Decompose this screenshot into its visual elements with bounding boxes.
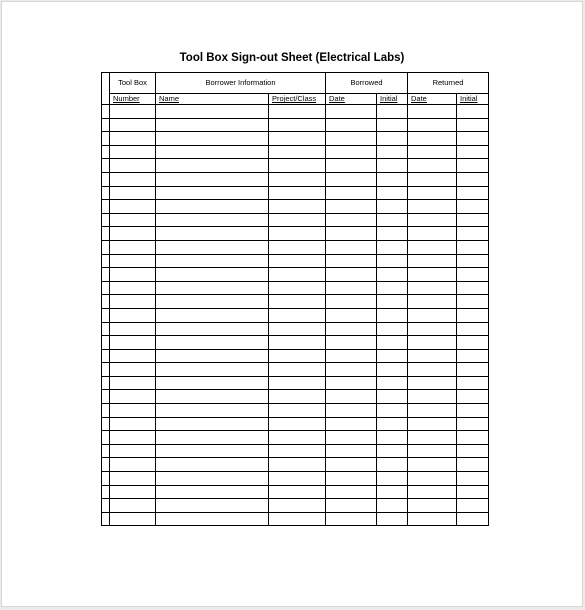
- cell-borrowed-initial: [377, 295, 408, 309]
- cell-name: [156, 281, 269, 295]
- subheader-borrowed-initial: Initial: [377, 94, 408, 105]
- cell-number: [110, 268, 156, 282]
- cell-returned-date: [408, 417, 457, 431]
- cell-number: [110, 159, 156, 173]
- subheader-name: Name: [156, 94, 269, 105]
- cell-number: [110, 472, 156, 486]
- cell-borrowed-initial: [377, 240, 408, 254]
- cell-returned-date: [408, 186, 457, 200]
- cell-project-class: [269, 200, 326, 214]
- cell-margin: [102, 322, 110, 336]
- cell-returned-initial: [457, 308, 489, 322]
- cell-borrowed-initial: [377, 485, 408, 499]
- cell-margin: [102, 390, 110, 404]
- cell-borrowed-date: [326, 159, 377, 173]
- cell-borrowed-date: [326, 308, 377, 322]
- cell-borrowed-initial: [377, 281, 408, 295]
- cell-margin: [102, 472, 110, 486]
- cell-project-class: [269, 213, 326, 227]
- subheader-returned-initial: Initial: [457, 94, 489, 105]
- cell-project-class: [269, 322, 326, 336]
- cell-margin: [102, 336, 110, 350]
- table-row: [102, 431, 489, 445]
- cell-borrowed-date: [326, 349, 377, 363]
- cell-borrowed-initial: [377, 159, 408, 173]
- cell-margin: [102, 512, 110, 526]
- cell-borrowed-date: [326, 376, 377, 390]
- cell-returned-date: [408, 308, 457, 322]
- cell-borrowed-initial: [377, 444, 408, 458]
- header-borrowed: Borrowed: [326, 73, 408, 94]
- sheet-title: Tool Box Sign-out Sheet (Electrical Labs): [179, 52, 405, 64]
- cell-borrowed-date: [326, 186, 377, 200]
- subheader-returned-date: Date: [408, 94, 457, 105]
- cell-returned-initial: [457, 186, 489, 200]
- cell-returned-date: [408, 132, 457, 146]
- cell-name: [156, 349, 269, 363]
- cell-name: [156, 213, 269, 227]
- table-row: [102, 118, 489, 132]
- cell-returned-date: [408, 349, 457, 363]
- cell-number: [110, 349, 156, 363]
- cell-returned-initial: [457, 485, 489, 499]
- cell-number: [110, 308, 156, 322]
- cell-returned-initial: [457, 254, 489, 268]
- margin-cell: [102, 73, 110, 105]
- cell-borrowed-initial: [377, 431, 408, 445]
- cell-borrowed-date: [326, 458, 377, 472]
- cell-number: [110, 213, 156, 227]
- cell-returned-date: [408, 281, 457, 295]
- cell-returned-initial: [457, 472, 489, 486]
- cell-borrowed-date: [326, 512, 377, 526]
- table-row: [102, 390, 489, 404]
- cell-project-class: [269, 268, 326, 282]
- cell-project-class: [269, 159, 326, 173]
- cell-name: [156, 254, 269, 268]
- cell-margin: [102, 240, 110, 254]
- cell-name: [156, 444, 269, 458]
- cell-borrowed-date: [326, 281, 377, 295]
- cell-returned-initial: [457, 200, 489, 214]
- cell-returned-initial: [457, 295, 489, 309]
- cell-name: [156, 390, 269, 404]
- cell-name: [156, 472, 269, 486]
- cell-project-class: [269, 118, 326, 132]
- cell-number: [110, 390, 156, 404]
- cell-returned-initial: [457, 145, 489, 159]
- cell-project-class: [269, 431, 326, 445]
- cell-returned-initial: [457, 431, 489, 445]
- cell-number: [110, 512, 156, 526]
- cell-returned-initial: [457, 363, 489, 377]
- cell-returned-initial: [457, 458, 489, 472]
- cell-project-class: [269, 376, 326, 390]
- cell-name: [156, 322, 269, 336]
- cell-borrowed-date: [326, 485, 377, 499]
- cell-margin: [102, 254, 110, 268]
- cell-number: [110, 431, 156, 445]
- cell-returned-initial: [457, 132, 489, 146]
- cell-project-class: [269, 240, 326, 254]
- cell-project-class: [269, 417, 326, 431]
- sub-header-row: [102, 94, 489, 105]
- header-returned: Returned: [408, 73, 489, 94]
- cell-name: [156, 172, 269, 186]
- cell-returned-date: [408, 404, 457, 418]
- table-row: [102, 404, 489, 418]
- cell-borrowed-date: [326, 213, 377, 227]
- table-row: [102, 322, 489, 336]
- cell-project-class: [269, 363, 326, 377]
- table-row: [102, 485, 489, 499]
- cell-project-class: [269, 390, 326, 404]
- cell-borrowed-initial: [377, 172, 408, 186]
- table-row: [102, 186, 489, 200]
- cell-borrowed-date: [326, 227, 377, 241]
- cell-name: [156, 295, 269, 309]
- cell-borrowed-initial: [377, 499, 408, 513]
- table-row: [102, 227, 489, 241]
- cell-margin: [102, 376, 110, 390]
- cell-returned-initial: [457, 404, 489, 418]
- cell-project-class: [269, 308, 326, 322]
- table-row: [102, 417, 489, 431]
- cell-returned-initial: [457, 213, 489, 227]
- table-row: [102, 281, 489, 295]
- cell-number: [110, 336, 156, 350]
- cell-returned-initial: [457, 390, 489, 404]
- cell-number: [110, 105, 156, 119]
- cell-project-class: [269, 145, 326, 159]
- cell-name: [156, 458, 269, 472]
- cell-margin: [102, 172, 110, 186]
- cell-returned-initial: [457, 336, 489, 350]
- cell-name: [156, 376, 269, 390]
- cell-returned-initial: [457, 444, 489, 458]
- cell-project-class: [269, 336, 326, 350]
- cell-returned-date: [408, 512, 457, 526]
- cell-borrowed-date: [326, 118, 377, 132]
- cell-project-class: [269, 458, 326, 472]
- cell-margin: [102, 281, 110, 295]
- cell-margin: [102, 444, 110, 458]
- cell-project-class: [269, 349, 326, 363]
- cell-number: [110, 295, 156, 309]
- cell-returned-date: [408, 254, 457, 268]
- cell-borrowed-date: [326, 390, 377, 404]
- table-row: [102, 254, 489, 268]
- cell-margin: [102, 431, 110, 445]
- cell-number: [110, 118, 156, 132]
- cell-project-class: [269, 105, 326, 119]
- table-row: [102, 240, 489, 254]
- table-row: [102, 159, 489, 173]
- cell-borrowed-initial: [377, 186, 408, 200]
- cell-returned-initial: [457, 172, 489, 186]
- cell-number: [110, 281, 156, 295]
- cell-borrowed-date: [326, 254, 377, 268]
- cell-project-class: [269, 499, 326, 513]
- cell-returned-date: [408, 227, 457, 241]
- cell-borrowed-date: [326, 295, 377, 309]
- cell-borrowed-initial: [377, 308, 408, 322]
- table-row: [102, 512, 489, 526]
- cell-borrowed-date: [326, 431, 377, 445]
- cell-borrowed-initial: [377, 132, 408, 146]
- cell-margin: [102, 213, 110, 227]
- cell-returned-initial: [457, 322, 489, 336]
- table-row: [102, 336, 489, 350]
- cell-returned-initial: [457, 268, 489, 282]
- table-row: [102, 349, 489, 363]
- group-header-row: [102, 73, 489, 94]
- cell-borrowed-date: [326, 145, 377, 159]
- cell-returned-initial: [457, 159, 489, 173]
- cell-borrowed-date: [326, 404, 377, 418]
- cell-number: [110, 145, 156, 159]
- table-row: [102, 499, 489, 513]
- cell-project-class: [269, 186, 326, 200]
- table-row: [102, 213, 489, 227]
- header-borrower-information: Borrower Information: [156, 73, 326, 94]
- cell-borrowed-initial: [377, 417, 408, 431]
- table-row: [102, 458, 489, 472]
- cell-name: [156, 431, 269, 445]
- cell-returned-date: [408, 145, 457, 159]
- cell-returned-date: [408, 485, 457, 499]
- cell-borrowed-date: [326, 105, 377, 119]
- cell-returned-initial: [457, 376, 489, 390]
- cell-margin: [102, 485, 110, 499]
- cell-name: [156, 200, 269, 214]
- cell-margin: [102, 404, 110, 418]
- cell-returned-initial: [457, 105, 489, 119]
- cell-name: [156, 336, 269, 350]
- cell-returned-date: [408, 472, 457, 486]
- cell-project-class: [269, 512, 326, 526]
- cell-returned-date: [408, 159, 457, 173]
- cell-number: [110, 172, 156, 186]
- cell-margin: [102, 363, 110, 377]
- cell-name: [156, 308, 269, 322]
- table-row: [102, 132, 489, 146]
- cell-borrowed-date: [326, 336, 377, 350]
- cell-project-class: [269, 444, 326, 458]
- cell-project-class: [269, 295, 326, 309]
- cell-name: [156, 186, 269, 200]
- cell-project-class: [269, 281, 326, 295]
- cell-returned-date: [408, 458, 457, 472]
- cell-name: [156, 268, 269, 282]
- table-row: [102, 472, 489, 486]
- cell-returned-date: [408, 444, 457, 458]
- cell-returned-initial: [457, 512, 489, 526]
- cell-project-class: [269, 172, 326, 186]
- cell-returned-date: [408, 376, 457, 390]
- cell-borrowed-initial: [377, 472, 408, 486]
- cell-returned-date: [408, 499, 457, 513]
- cell-borrowed-initial: [377, 254, 408, 268]
- cell-borrowed-date: [326, 322, 377, 336]
- cell-borrowed-initial: [377, 512, 408, 526]
- cell-borrowed-initial: [377, 118, 408, 132]
- cell-margin: [102, 308, 110, 322]
- cell-number: [110, 186, 156, 200]
- cell-borrowed-initial: [377, 213, 408, 227]
- cell-returned-initial: [457, 417, 489, 431]
- cell-returned-date: [408, 390, 457, 404]
- cell-margin: [102, 186, 110, 200]
- cell-borrowed-initial: [377, 376, 408, 390]
- cell-name: [156, 240, 269, 254]
- header-tool-box: Tool Box: [110, 73, 156, 94]
- cell-name: [156, 132, 269, 146]
- cell-number: [110, 200, 156, 214]
- table-row: [102, 105, 489, 119]
- cell-margin: [102, 159, 110, 173]
- cell-margin: [102, 295, 110, 309]
- cell-margin: [102, 458, 110, 472]
- cell-name: [156, 105, 269, 119]
- cell-returned-date: [408, 322, 457, 336]
- cell-number: [110, 240, 156, 254]
- cell-returned-date: [408, 363, 457, 377]
- cell-borrowed-date: [326, 132, 377, 146]
- cell-borrowed-initial: [377, 349, 408, 363]
- cell-returned-date: [408, 240, 457, 254]
- cell-returned-initial: [457, 499, 489, 513]
- cell-borrowed-initial: [377, 227, 408, 241]
- cell-borrowed-date: [326, 363, 377, 377]
- cell-borrowed-date: [326, 268, 377, 282]
- cell-name: [156, 417, 269, 431]
- cell-margin: [102, 105, 110, 119]
- cell-number: [110, 485, 156, 499]
- table-row: [102, 308, 489, 322]
- cell-name: [156, 363, 269, 377]
- cell-returned-initial: [457, 240, 489, 254]
- cell-borrowed-date: [326, 417, 377, 431]
- sign-out-table: [101, 72, 489, 526]
- cell-name: [156, 227, 269, 241]
- cell-project-class: [269, 485, 326, 499]
- cell-margin: [102, 499, 110, 513]
- cell-name: [156, 485, 269, 499]
- table-row: [102, 376, 489, 390]
- table-row: [102, 172, 489, 186]
- cell-project-class: [269, 404, 326, 418]
- cell-returned-initial: [457, 227, 489, 241]
- cell-margin: [102, 132, 110, 146]
- cell-borrowed-initial: [377, 322, 408, 336]
- cell-number: [110, 404, 156, 418]
- cell-number: [110, 363, 156, 377]
- cell-number: [110, 458, 156, 472]
- cell-name: [156, 404, 269, 418]
- cell-name: [156, 512, 269, 526]
- cell-returned-date: [408, 295, 457, 309]
- cell-returned-initial: [457, 349, 489, 363]
- cell-project-class: [269, 472, 326, 486]
- cell-borrowed-initial: [377, 336, 408, 350]
- cell-name: [156, 499, 269, 513]
- table-row: [102, 268, 489, 282]
- cell-returned-date: [408, 431, 457, 445]
- cell-borrowed-date: [326, 240, 377, 254]
- cell-name: [156, 145, 269, 159]
- cell-name: [156, 159, 269, 173]
- cell-number: [110, 417, 156, 431]
- table-row: [102, 295, 489, 309]
- cell-borrowed-initial: [377, 200, 408, 214]
- cell-borrowed-initial: [377, 268, 408, 282]
- cell-borrowed-date: [326, 172, 377, 186]
- cell-number: [110, 376, 156, 390]
- cell-returned-date: [408, 105, 457, 119]
- table-row: [102, 363, 489, 377]
- cell-borrowed-initial: [377, 363, 408, 377]
- cell-margin: [102, 200, 110, 214]
- cell-project-class: [269, 254, 326, 268]
- cell-returned-date: [408, 172, 457, 186]
- table-row: [102, 200, 489, 214]
- cell-returned-initial: [457, 118, 489, 132]
- cell-name: [156, 118, 269, 132]
- cell-borrowed-initial: [377, 105, 408, 119]
- cell-returned-date: [408, 213, 457, 227]
- cell-borrowed-date: [326, 499, 377, 513]
- cell-margin: [102, 349, 110, 363]
- cell-returned-date: [408, 200, 457, 214]
- cell-number: [110, 227, 156, 241]
- cell-margin: [102, 145, 110, 159]
- cell-number: [110, 254, 156, 268]
- cell-returned-date: [408, 268, 457, 282]
- cell-project-class: [269, 227, 326, 241]
- cell-returned-date: [408, 118, 457, 132]
- cell-number: [110, 132, 156, 146]
- cell-project-class: [269, 132, 326, 146]
- cell-borrowed-date: [326, 444, 377, 458]
- subheader-project-class: Project/Class: [269, 94, 326, 105]
- document-page: [1, 1, 583, 607]
- cell-returned-initial: [457, 281, 489, 295]
- table-row: [102, 444, 489, 458]
- cell-returned-date: [408, 336, 457, 350]
- table-row: [102, 145, 489, 159]
- cell-number: [110, 322, 156, 336]
- subheader-number: Number: [110, 94, 156, 105]
- cell-margin: [102, 268, 110, 282]
- cell-number: [110, 444, 156, 458]
- cell-borrowed-initial: [377, 145, 408, 159]
- cell-borrowed-date: [326, 472, 377, 486]
- subheader-borrowed-date: Date: [326, 94, 377, 105]
- cell-borrowed-initial: [377, 404, 408, 418]
- cell-margin: [102, 417, 110, 431]
- cell-borrowed-initial: [377, 458, 408, 472]
- cell-borrowed-initial: [377, 390, 408, 404]
- cell-margin: [102, 118, 110, 132]
- cell-margin: [102, 227, 110, 241]
- cell-borrowed-date: [326, 200, 377, 214]
- cell-number: [110, 499, 156, 513]
